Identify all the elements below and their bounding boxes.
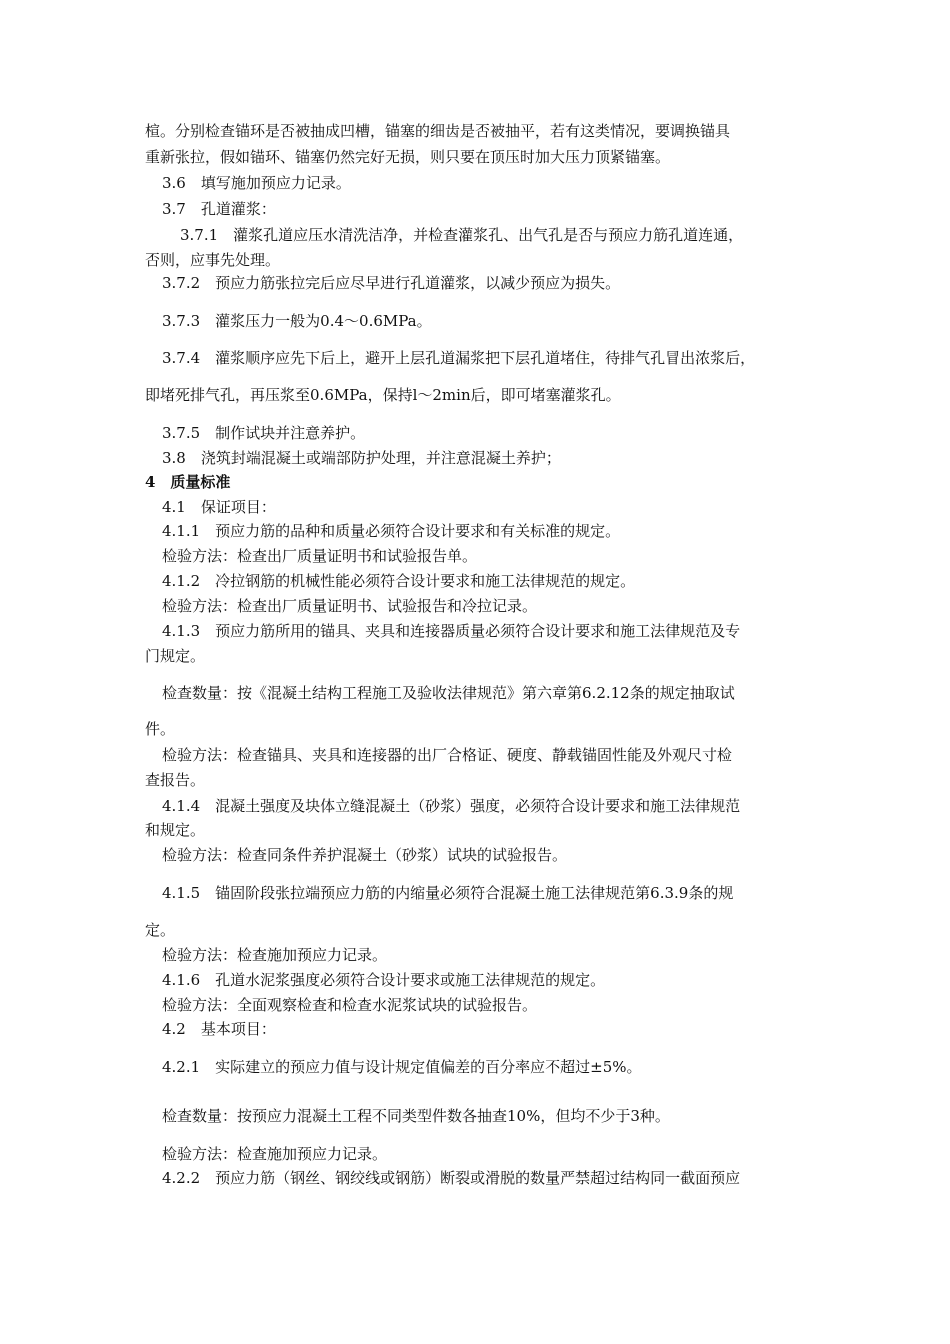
text-line: 即堵死排气孔，再压浆至0.6MPa，保持l～2min后，即可堵塞灌浆孔。 [145,386,621,404]
text-line: 件。 [145,720,176,738]
text-line: 4.1.4 混凝土强度及块体立缝混凝土（砂浆）强度，必须符合设计要求和施工法律规范 [162,797,741,815]
text-line: 3.6 填写施加预应力记录。 [162,174,351,192]
text-line: 门规定。 [145,647,206,665]
text-line: 检验方法：检查施加预应力记录。 [162,1145,388,1163]
text-line: 楦。分别检查锚环是否被抽成凹槽，锚塞的细齿是否被抽平，若有这类情况，要调换锚具 [145,122,731,140]
text-line: 检验方法：检查同条件养护混凝土（砂浆）试块的试验报告。 [162,846,568,864]
text-line: 3.7.3 灌浆压力一般为0.4～0.6MPa。 [162,312,432,330]
text-line: 和规定。 [145,821,206,839]
text-line: 4.1 保证项目： [162,498,276,516]
text-line: 3.7.2 预应力筋张拉完后应尽早进行孔道灌浆，以减少预应为损失。 [162,274,621,292]
text-line: 检查数量：按预应力混凝土工程不同类型件数各抽查10%，但均不少于3种。 [162,1107,670,1125]
text-line: 4.2.2 预应力筋（钢丝、钢绞线或钢筋）断裂或滑脱的数量严禁超过结构同一截面预应 [162,1169,741,1187]
text-line: 4.2 基本项目： [162,1020,276,1038]
text-line: 定。 [145,921,176,939]
text-line: 检验方法：全面观察检查和检查水泥浆试块的试验报告。 [162,996,538,1014]
text-line: 检查数量：按《混凝土结构工程施工及验收法律规范》第六章第6.2.12条的规定抽取试 [162,684,735,702]
text-line: 重新张拉，假如锚环、锚塞仍然完好无损，则只要在顶压时加大压力顶紧锚塞。 [145,148,671,166]
text-line: 4.1.3 预应力筋所用的锚具、夹具和连接器质量必须符合设计要求和施工法律规范及专 [162,622,741,640]
text-line: 检验方法：检查出厂质量证明书、试验报告和冷拉记录。 [162,597,538,615]
text-line: 3.7.1 灌浆孔道应压水清洗洁净，并检查灌浆孔、出气孔是否与预应力筋孔道连通， [180,226,744,244]
text-line: 检验方法：检查出厂质量证明书和试验报告单。 [162,547,478,565]
section-heading: 4 质量标准 [145,473,231,491]
text-line: 4.1.6 孔道水泥浆强度必须符合设计要求或施工法律规范的规定。 [162,971,606,989]
text-line: 3.7.5 制作试块并注意养护。 [162,424,366,442]
text-line: 检验方法：检查锚具、夹具和连接器的出厂合格证、硬度、静载锚固性能及外观尺寸检 [162,746,733,764]
text-line: 4.1.2 冷拉钢筋的机械性能必须符合设计要求和施工法律规范的规定。 [162,572,636,590]
text-line: 4.1.1 预应力筋的品种和质量必须符合设计要求和有关标准的规定。 [162,522,621,540]
text-line: 3.8 浇筑封端混凝土或端部防护处理，并注意混凝土养护； [162,449,561,467]
text-line: 否则，应事先处理。 [145,251,281,269]
text-line: 4.2.1 实际建立的预应力值与设计规定值偏差的百分率应不超过±5%。 [162,1058,642,1076]
text-line: 4.1.5 锚固阶段张拉端预应力筋的内缩量必须符合混凝土施工法律规范第6.3.9条的规 [162,884,734,902]
text-line: 查报告。 [145,771,206,789]
text-line: 检验方法：检查施加预应力记录。 [162,946,388,964]
text-line: 3.7 孔道灌浆： [162,200,276,218]
text-line: 3.7.4 灌浆顺序应先下后上，避开上层孔道漏浆把下层孔道堵住，待排气孔冒出浓浆后， [162,349,756,367]
